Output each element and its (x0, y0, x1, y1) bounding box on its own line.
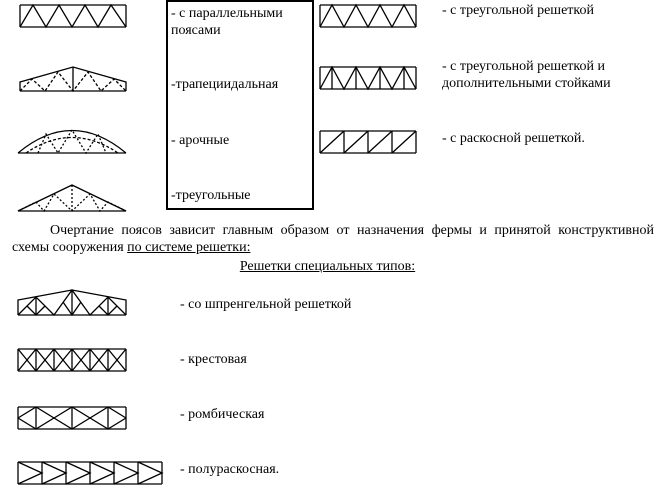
triangular-truss-icon (16, 182, 130, 214)
triangular-lattice-posts-truss-icon (318, 64, 420, 92)
chord-type-arched-label: - арочные (171, 133, 230, 148)
special-lattice-heading (0, 258, 655, 275)
sprengel-lattice-truss-icon (16, 286, 130, 318)
paragraph-underlined-text: по системе решетки: (127, 240, 251, 255)
rhombic-lattice-truss-icon (16, 403, 130, 433)
paragraph-text: Очертание поясов зависит главным образом от назначения фермы и принятой конструктивной схемы сооружения (12, 223, 654, 255)
trapezoidal-truss-icon (18, 64, 130, 94)
special-lattice-heading-text: Решетки специальных типов: (239, 259, 416, 274)
chord-type-trapezoidal-label: -трапециидальная (171, 77, 279, 92)
arched-truss-icon (16, 120, 130, 156)
special-cross-label: - крестовая (180, 352, 247, 367)
special-semi-diagonal-label: - полураскосная. (180, 462, 280, 477)
triangular-lattice-truss-icon (318, 2, 420, 30)
special-rhombic-label: - ромбическая (180, 407, 265, 422)
chord-type-parallel-label: - с параллельными поясами (171, 6, 283, 38)
parallel-chord-truss-icon (18, 2, 130, 30)
lattice-type-posts-label-line1: - с треугольной решеткой и (442, 59, 605, 74)
semi-diagonal-lattice-truss-icon (16, 458, 166, 488)
chord-type-triangular-label: -треугольные (171, 188, 251, 203)
chord-outline-paragraph (12, 222, 654, 256)
diagonal-lattice-truss-icon (318, 128, 420, 156)
chord-types-box (166, 0, 314, 210)
special-sprengel-label: - со шпренгельной решеткой (180, 297, 352, 312)
lattice-type-triangular-label: - с треугольной решеткой (442, 3, 595, 18)
cross-lattice-truss-icon (16, 346, 130, 374)
lattice-type-diagonal-label: - с раскосной решеткой. (442, 131, 585, 146)
lattice-type-posts-label-line2: дополнительными стойками (442, 76, 611, 91)
